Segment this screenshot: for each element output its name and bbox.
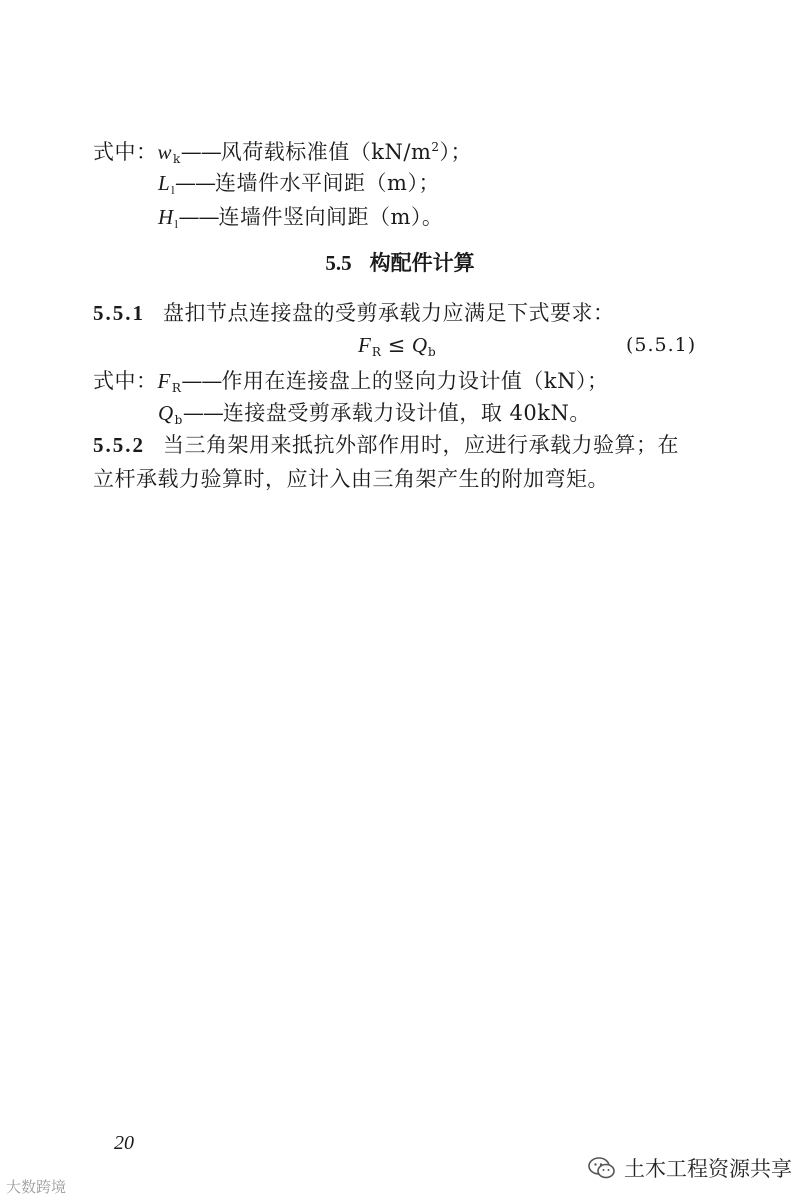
var-desc-tail: ）； (439, 140, 473, 164)
equation-lhs-subscript: R (371, 345, 381, 359)
var-symbol: w (157, 140, 173, 164)
where-label: 式中： (93, 369, 158, 393)
equation-rhs-subscript: b (428, 345, 436, 359)
equation-number: (5.5.1) (626, 334, 697, 356)
watermark-left (6, 1176, 66, 1197)
section-number: 5.5 (325, 251, 352, 275)
var-subscript: l (171, 183, 176, 197)
var-dash: —— (180, 140, 221, 164)
var-dash: —— (182, 401, 223, 425)
wechat-icon (588, 1156, 616, 1180)
section-title: 构配件计算 (369, 251, 475, 275)
clause-number: 5.5.1 (93, 301, 145, 325)
var-symbol: Q (158, 401, 174, 425)
clause-text-line-2: 立杆承载力验算时，应计入由三角架产生的附加弯矩。 (93, 467, 609, 491)
var-desc: 连接盘受剪承载力设计值，取 40kN。 (222, 401, 591, 425)
clause-number: 5.5.2 (93, 433, 145, 457)
var-desc-superscript: 2 (431, 140, 440, 154)
var-desc: 连墙件竖向间距（m）。 (218, 205, 444, 229)
where-line-ll (158, 168, 440, 205)
var-symbol: F (157, 369, 171, 393)
var-dash: —— (178, 205, 219, 229)
watermark-right (588, 1152, 792, 1184)
equation (358, 330, 436, 367)
watermark-left-text: 大数跨境 (6, 1178, 67, 1196)
clause-552 (93, 430, 679, 460)
where-label: 式中： (93, 140, 158, 164)
var-dash: —— (175, 171, 216, 195)
var-desc: 风荷载标准值（kN/m (220, 140, 432, 164)
equation-rhs: Q (411, 333, 428, 357)
var-symbol: L (158, 171, 171, 195)
equation-lhs: F (358, 333, 371, 357)
var-subscript: R (171, 381, 182, 395)
var-subscript: b (174, 413, 183, 427)
var-subscript: k (173, 152, 181, 166)
equation-row (0, 330, 800, 360)
var-desc: 连墙件水平间距（m）； (215, 171, 440, 195)
equation-operator: ≤ (387, 333, 406, 357)
var-subscript: l (174, 217, 179, 231)
clause-text: 盘扣节点连接盘的受剪承载力应满足下式要求： (163, 301, 615, 325)
clause-text-line-1: 当三角架用来抵抗外部作用时，应进行承载力验算；在 (163, 433, 679, 457)
page-number: 20 (114, 1132, 134, 1154)
clause-552-continuation (93, 464, 609, 494)
var-desc: 作用在连接盘上的竖向力设计值（kN）； (221, 369, 609, 393)
var-symbol: H (158, 205, 174, 229)
clause-551 (93, 298, 615, 328)
var-dash: —— (181, 369, 222, 393)
where-line-hl (158, 202, 443, 239)
watermark-right-text: 土木工程资源共享 (624, 1157, 792, 1181)
section-heading (0, 248, 800, 278)
